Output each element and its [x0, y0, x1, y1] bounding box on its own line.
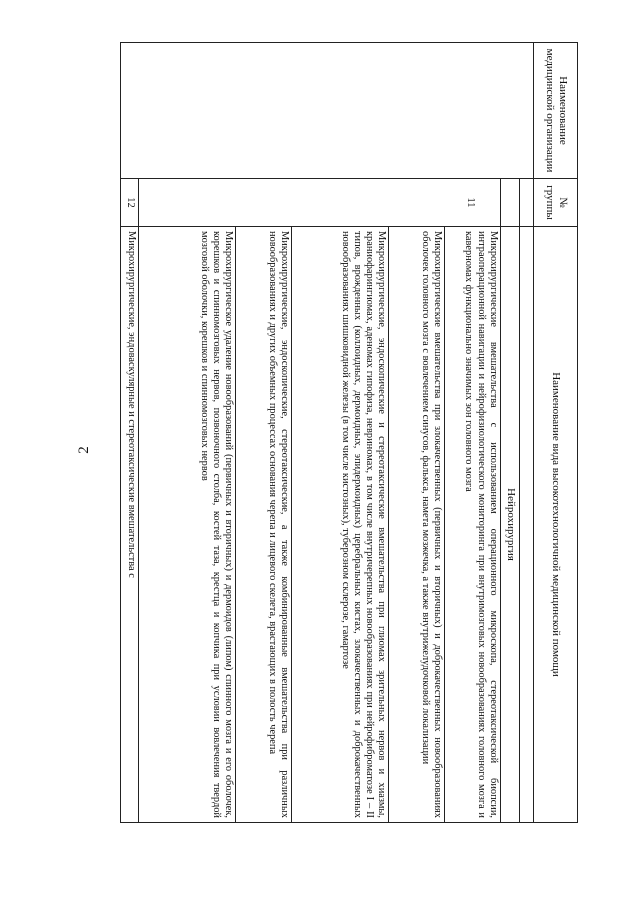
cell-section-group: [501, 179, 520, 227]
row-text-4: Микрохирургические, эндоскопические, стереотаксические, а также комбинированные вмешательства при различных новообразованиях и других объемных процессах основания черепа и лицевого скелета, врастающих в полость черепа: [236, 227, 292, 823]
section-title: Нейрохирургия: [501, 227, 520, 823]
cell-spacer-group: [520, 179, 534, 227]
medical-care-table: [120, 42, 578, 823]
row-text-2: Микрохирургические вмешательства при злокачественных (первичных и вторичных) и доброкачественных новообразованиях оболочек головного мозга с вовлечением синусов, фалькса, намета мозжечка, а также внутрижелудочковой локализации: [389, 227, 445, 823]
row-text-3: Микрохирургические, эндоскопические и стереотаксические вмешательства при глиомах зрительных нервов и хиазмы, краниофарингиомах, аденомах гипофиза, невриномах, в том числе внутричерепных новообразованиях при нейрофиброматозе I – II типов, врожденных (коллоидных, дермоидных, эпидермоидных) церебральных кистах, злокачественных и доброкачественных новообразованиях шишковидной железы (в том числе кистозных), туберозном склерозе, гамартозе: [292, 227, 389, 823]
table-header-row: [534, 43, 578, 823]
row-text-5: Микрохирургическое удаление новообразований (первичных и вторичных) и дермоидов (липом) спинного мозга и его оболочек, корешков и спинномозговых нервов, позвоночного столба, костей таза, крестца и копчика при условии вовлечения твердой мозговой оболочки, корешков и спинномозговых нервов: [138, 227, 235, 823]
header-org: Наименование медицинской организации: [534, 43, 578, 179]
cell-spacer-type: [520, 227, 534, 823]
cell-org: [121, 43, 534, 179]
row-text-6: Микрохирургические, эндоваскулярные и стереотаксические вмешательства с: [121, 227, 139, 823]
header-group: № группы: [534, 179, 578, 227]
group-number-12: 12: [121, 179, 139, 227]
row-text-1: Микрохирургические вмешательства с использованием операционного микроскопа, стереотаксической биопсии, интраоперационной навигации и нейрофизиологического мониторинга при внутримозговых новообразованиях головного мозга и каверномах функционально значимых зон головного мозга: [445, 227, 501, 823]
group-number-11: 11: [138, 179, 500, 227]
table-row-spacer: [520, 43, 534, 823]
rotated-table-container: [120, 42, 578, 822]
page-number: 2: [76, 446, 92, 454]
header-type: Наименование вида высокотехнологичной медицинской помощи: [534, 227, 578, 823]
